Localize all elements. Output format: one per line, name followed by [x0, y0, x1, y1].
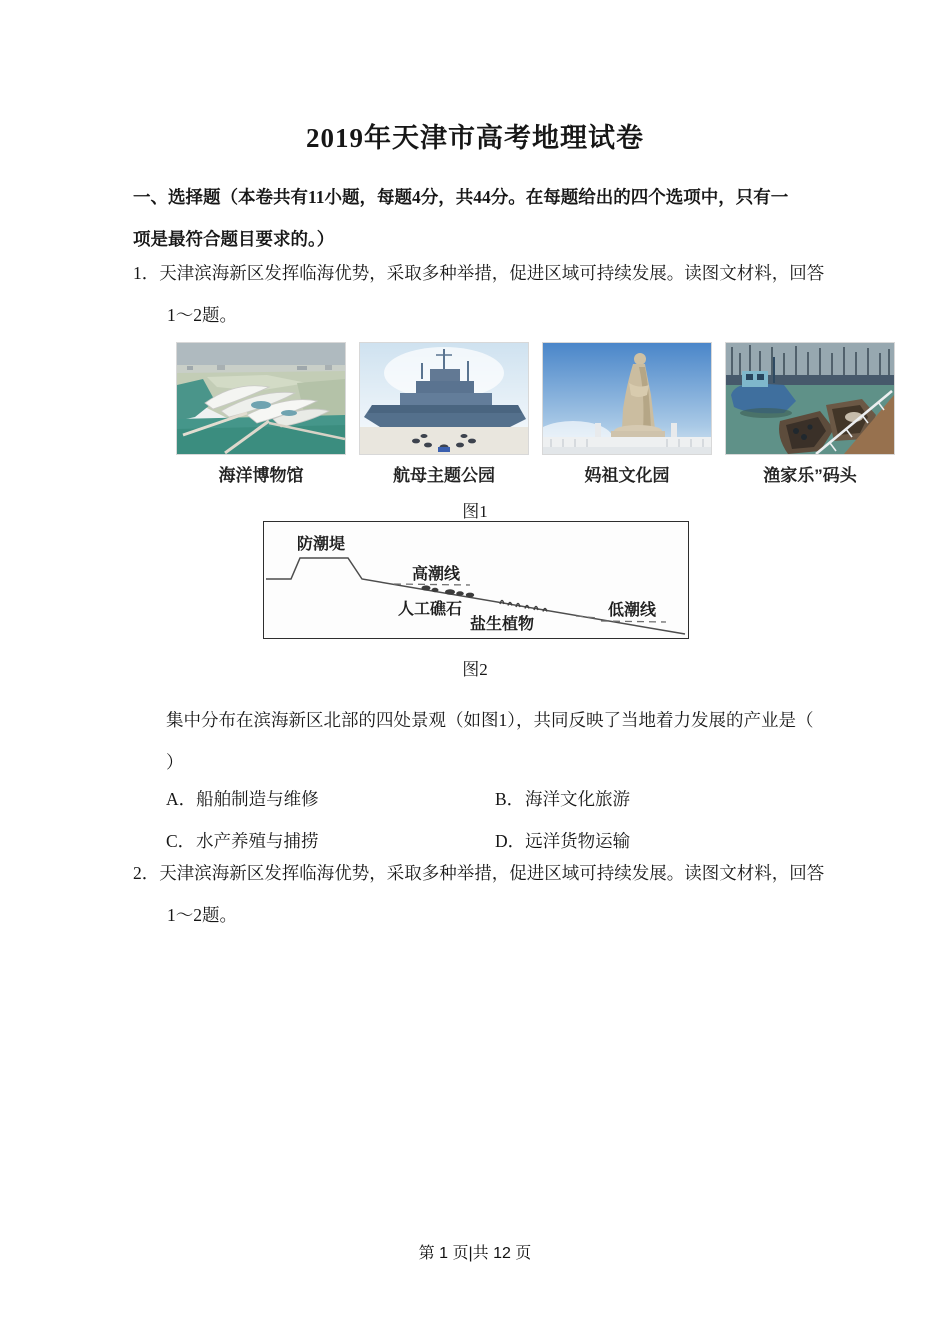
- option-b: [495, 786, 630, 811]
- diagram-label-artificial-reef: 人工礁石: [398, 601, 463, 618]
- option-c-label: C．: [166, 831, 196, 851]
- photo-figure-carrier-park: [359, 342, 529, 486]
- question2-intro-line1: [133, 860, 824, 885]
- fishing-wharf-illustration: [726, 343, 894, 454]
- photo-fishing-wharf: [725, 342, 895, 455]
- photo-caption-mazu-park: 妈祖文化园: [584, 466, 670, 485]
- option-a-text: 船舶制造与维修: [196, 789, 319, 809]
- question2-intro-line2: 1～2题。: [167, 905, 237, 925]
- photo-marine-museum: [176, 342, 346, 455]
- mazu-park-illustration: [543, 343, 711, 454]
- question1-intro-line2: 1～2题。: [167, 305, 237, 325]
- option-b-label: B．: [495, 789, 525, 809]
- figure1-caption: 图1: [462, 502, 488, 521]
- section-heading-line1: 一、选择题（本卷共有11小题，每题4分，共44分。在每题给出的四个选项中，只有一: [133, 187, 789, 207]
- option-d-label: D．: [495, 831, 526, 851]
- page-footer: 第 1 页|共 12 页: [418, 1245, 532, 1262]
- diagram-label-low-tide-line: 低潮线: [608, 602, 657, 619]
- question2-intro-text: 天津滨海新区发挥临海优势，采取多种举措，促进区域可持续发展。读图文材料，回答: [159, 863, 825, 883]
- diagram-label-halophytes: 盐生植物: [470, 616, 535, 633]
- section-heading-line2: 项是最符合题目要求的。）: [133, 229, 335, 249]
- option-b-text: 海洋文化旅游: [525, 789, 630, 809]
- question1-intro-text: 天津滨海新区发挥临海优势，采取多种举措，促进区域可持续发展。读图文材料，回答: [159, 263, 825, 283]
- option-c: [166, 828, 319, 853]
- carrier-park-illustration: [360, 343, 528, 454]
- option-a-label: A．: [166, 789, 197, 809]
- photo-figure-mazu-park: [542, 342, 712, 486]
- photo-caption-fishing-wharf: 渔家乐”码头: [763, 466, 857, 485]
- option-d-text: 远洋货物运输: [525, 831, 631, 851]
- figure1-photo-strip: [176, 342, 896, 486]
- page-title: 2019年天津市高考地理试卷: [306, 123, 644, 153]
- photo-caption-carrier-park: 航母主题公园: [393, 466, 495, 485]
- option-a: [166, 786, 319, 811]
- photo-caption-marine-museum: 海洋博物馆: [218, 466, 304, 485]
- figure2-diagram: [263, 521, 689, 639]
- photo-mazu-park: [542, 342, 712, 455]
- photo-figure-marine-museum: [176, 342, 346, 486]
- diagram-label-dike: 防潮堤: [297, 536, 346, 553]
- question1-stem-line2: ）: [166, 752, 184, 772]
- figure2-caption: 图2: [462, 660, 488, 679]
- option-d: [495, 828, 630, 853]
- photo-carrier-park: [359, 342, 529, 455]
- marine-museum-illustration: [177, 343, 345, 454]
- question2-number: 2．: [133, 863, 160, 883]
- diagram-label-high-tide-line: 高潮线: [412, 566, 461, 583]
- question1-number: 1．: [133, 263, 160, 283]
- photo-figure-fishing-wharf: [725, 342, 895, 486]
- question1-intro-line1: [133, 260, 824, 285]
- question1-stem-line1: 集中分布在滨海新区北部的四处景观（如图1），共同反映了当地着力发展的产业是（: [166, 710, 814, 730]
- option-c-text: 水产养殖与捕捞: [196, 831, 319, 851]
